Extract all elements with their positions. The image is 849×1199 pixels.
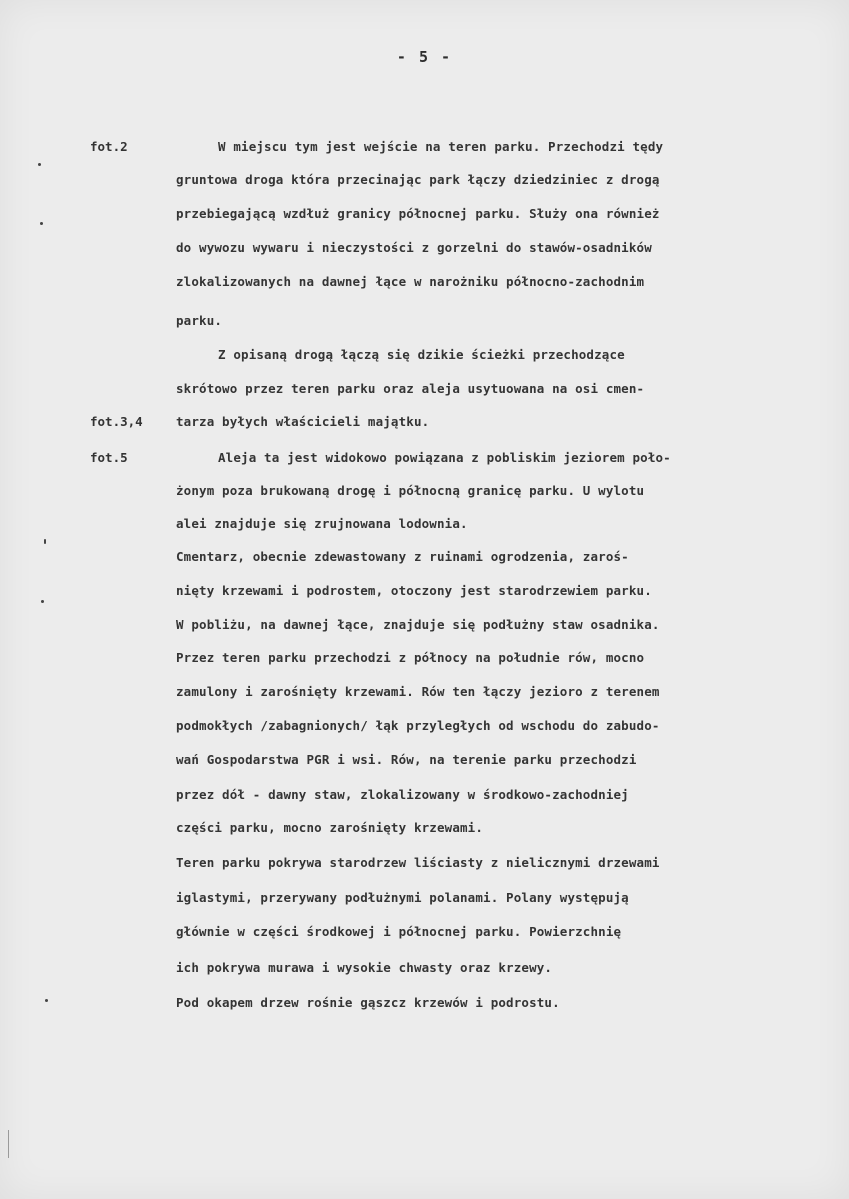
text-line: Z opisaną drogą łączą się dzikie ścieżki przechodzące [218,347,625,362]
text-line: nięty krzewami i podrostem, otoczony jest starodrzewiem parku. [176,583,652,598]
text-line: żonym poza brukowaną drogę i północną granicę parku. U wylotu [176,483,645,498]
text-line: W pobliżu, na dawnej łące, znajduje się podłużny staw osadnika. [176,617,660,632]
text-line: W miejscu tym jest wejście na teren parku. Przechodzi tędy [218,139,664,154]
text-line: Cmentarz, obecnie zdewastowany z ruinami ogrodzenia, zaroś- [176,549,629,564]
page-number: - 5 - [396,48,453,66]
scan-mark [40,222,43,225]
text-line: Przez teren parku przechodzi z północy na południe rów, mocno [176,650,645,665]
text-line: zamulony i zarośnięty krzewami. Rów ten łączy jezioro z terenem [176,684,660,699]
margin-note-fot-2: fot.2 [90,139,128,154]
text-line: ich pokrywa murawa i wysokie chwasty oraz krzewy. [176,960,553,975]
text-line: przez dół - dawny staw, zlokalizowany w środkowo-zachodniej [176,787,629,802]
text-line: podmokłych /zabagnionych/ łąk przyległych od wschodu do zabudo- [176,718,660,733]
text-line: alei znajduje się zrujnowana lodownia. [176,516,468,531]
scan-mark [44,539,46,544]
text-line: iglastymi, przerywany podłużnymi polanami. Polany występują [176,890,629,905]
text-line: wań Gospodarstwa PGR i wsi. Rów, na terenie parku przechodzi [176,752,637,767]
margin-note-fot-3-4: fot.3,4 [90,414,143,429]
scan-mark [45,999,48,1002]
text-line: Teren parku pokrywa starodrzew liściasty z nielicznymi drzewami [176,855,660,870]
text-line: części parku, mocno zarośnięty krzewami. [176,820,484,835]
text-line: zlokalizowanych na dawnej łące w narożniku północno-zachodnim [176,274,645,289]
text-line: Aleja ta jest widokowo powiązana z pobliskim jeziorem poło- [218,450,671,465]
scan-mark [41,600,44,603]
scan-mark [38,163,41,166]
margin-note-fot-5: fot.5 [90,450,128,465]
text-line: parku. [176,313,223,328]
text-line: głównie w części środkowej i północnej parku. Powierzchnię [176,924,622,939]
text-line: tarza byłych właścicieli majątku. [176,414,430,429]
text-line: skrótowo przez teren parku oraz aleja usytuowana na osi cmen- [176,381,645,396]
text-line: Pod okapem drzew rośnie gąszcz krzewów i podrostu. [176,995,560,1010]
text-line: do wywozu wywaru i nieczystości z gorzelni do stawów-osadników [176,240,652,255]
text-line: gruntowa droga która przecinając park łączy dziedziniec z drogą [176,172,660,187]
text-line: przebiegającą wzdłuż granicy północnej parku. Służy ona również [176,206,660,221]
scan-crease [8,1130,9,1158]
